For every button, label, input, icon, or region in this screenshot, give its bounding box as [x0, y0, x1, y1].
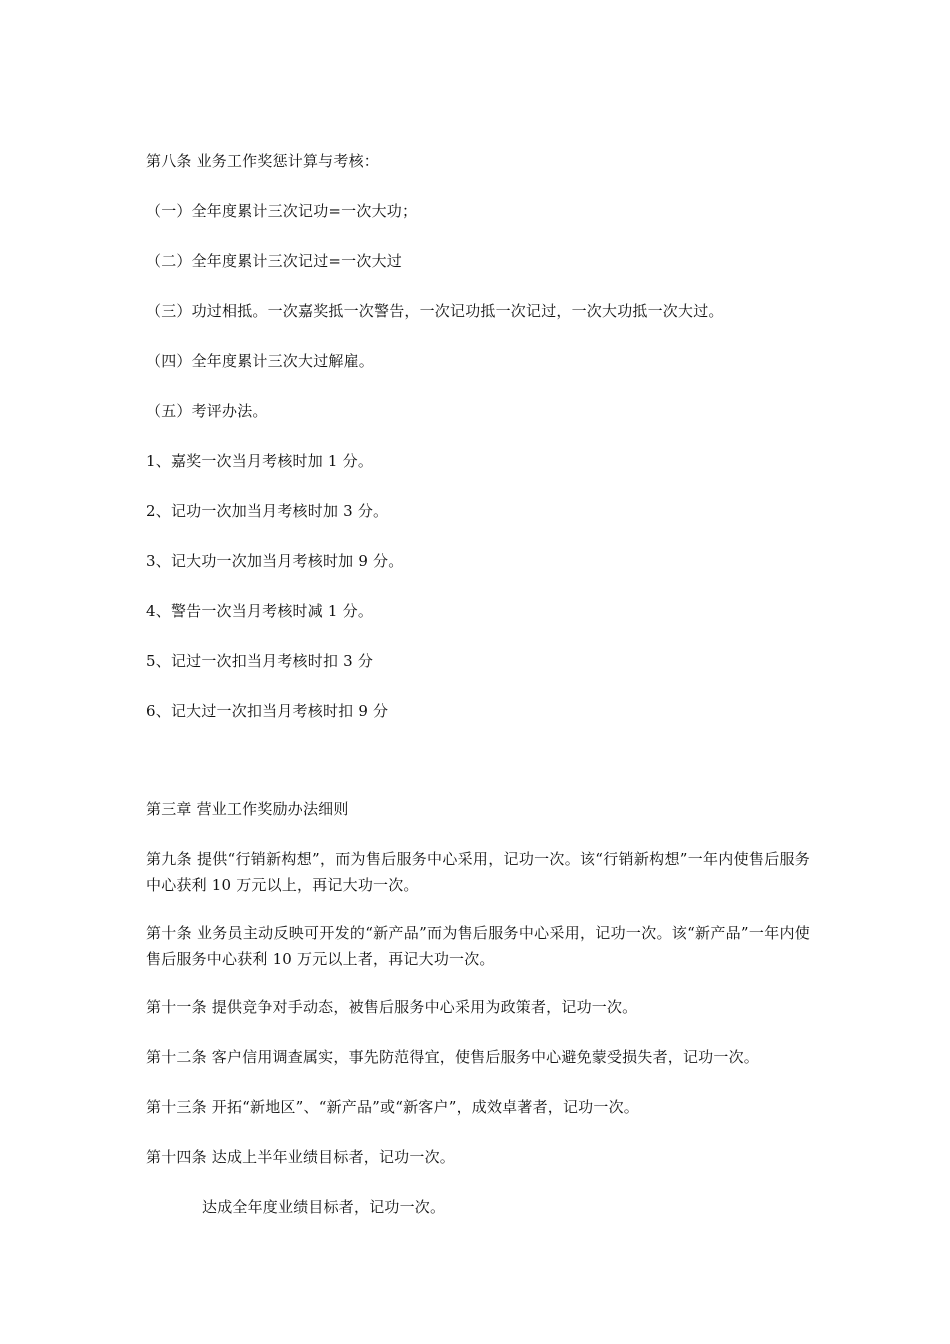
article-14: 第十四条 达成上半年业绩目标者，记功一次。	[146, 1148, 455, 1166]
article-10: 第十条 业务员主动反映可开发的“新产品”而为售后服务中心采用，记功一次。该“新产品”一年内使售后服务中心获利 10 万元以上者，再记大功一次。	[146, 924, 810, 968]
score-item-4: 4、警告一次当月考核时减 1 分。	[146, 602, 374, 620]
rule-item-3: （三）功过相抵。一次嘉奖抵一次警告，一次记功抵一次记过，一次大功抵一次大过。	[146, 302, 724, 320]
score-item-5: 5、记过一次扣当月考核时扣 3 分	[146, 652, 374, 670]
article-12: 第十二条 客户信用调查属实，事先防范得宜，使售后服务中心避免蒙受损失者，记功一次。	[146, 1048, 759, 1066]
article-13: 第十三条 开拓“新地区”、“新产品”或“新客户”，成效卓著者，记功一次。	[146, 1098, 639, 1116]
rule-item-2: （二）全年度累计三次记过=一次大过	[146, 252, 402, 270]
rule-item-4: （四）全年度累计三次大过解雇。	[146, 352, 375, 370]
rule-item-1: （一）全年度累计三次记功=一次大功；	[146, 202, 418, 220]
score-item-6: 6、记大过一次扣当月考核时扣 9 分	[146, 702, 389, 720]
score-item-2: 2、记功一次加当月考核时加 3 分。	[146, 502, 389, 520]
article-11: 第十一条 提供竞争对手动态，被售后服务中心采用为政策者，记功一次。	[146, 998, 638, 1016]
article-8-heading: 第八条 业务工作奖惩计算与考核：	[146, 152, 379, 170]
chapter-3-title: 第三章 营业工作奖励办法细则	[146, 800, 349, 818]
rule-item-5: （五）考评办法。	[146, 402, 268, 420]
score-item-3: 3、记大功一次加当月考核时加 9 分。	[146, 552, 404, 570]
article-9: 第九条 提供“行销新构想”，而为售后服务中心采用，记功一次。该“行销新构想”一年内使售后服务中心获利 10 万元以上，再记大功一次。	[146, 850, 810, 894]
score-item-1: 1、嘉奖一次当月考核时加 1 分。	[146, 452, 374, 470]
article-14-continuation: 达成全年度业绩目标者，记功一次。	[202, 1198, 446, 1216]
